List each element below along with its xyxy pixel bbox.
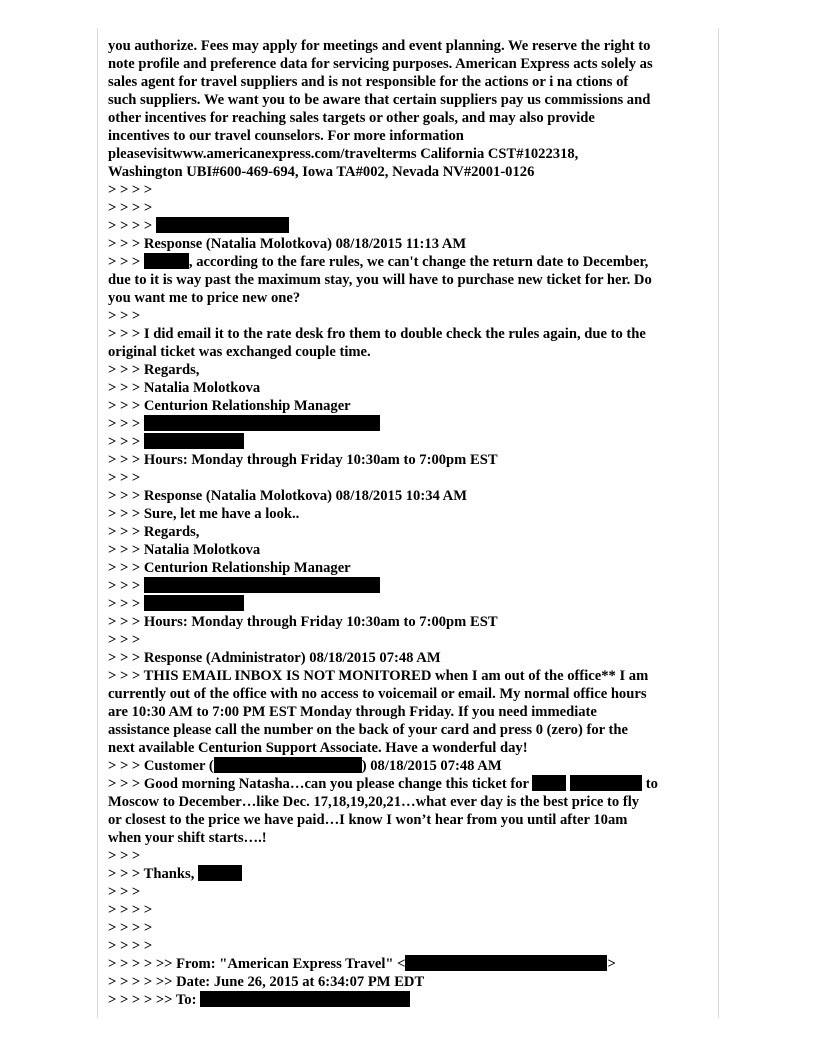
customer-header-date: ) 08/18/2015 07:48 AM	[361, 758, 502, 774]
customer-text: > > > Good morning Natasha…can you please change this ticket for	[108, 776, 533, 792]
redaction-block	[214, 757, 362, 773]
response-text: , according to the fare rules, we can't change the return date to December,	[188, 254, 649, 270]
redaction-block	[532, 775, 566, 791]
response-line: you want me to price new one?	[108, 290, 301, 306]
disclaimer-line: other incentives for reaching sales targets or other goals, and may also provide	[108, 110, 595, 126]
signature-regards: > > > Regards,	[108, 362, 200, 378]
redaction-block	[156, 217, 289, 233]
quote-marker-line: > > >	[108, 848, 141, 864]
disclaimer-line: sales agent for travel suppliers and is not responsible for the actions or i na ctions of	[108, 74, 629, 90]
redaction-block	[144, 415, 380, 431]
email-thread-body	[108, 37, 712, 1009]
quote-marker: > > >	[108, 416, 144, 432]
signature-redacted-line	[108, 433, 712, 451]
quote-marker-line	[108, 217, 712, 235]
redaction-block	[144, 433, 244, 449]
customer-header	[108, 757, 712, 775]
quote-marker-line: > > >	[108, 632, 141, 648]
quote-marker-line: > > > >	[108, 902, 153, 918]
quote-marker: > > > >	[108, 218, 156, 234]
customer-thanks-text: > > > Thanks,	[108, 866, 198, 882]
customer-thanks	[108, 865, 712, 883]
signature-name: > > > Natalia Molotkova	[108, 542, 261, 558]
response-header: > > > Response (Natalia Molotkova) 08/18/2015 10:34 AM	[108, 488, 467, 504]
forward-date-line: > > > > >> Date: June 26, 2015 at 6:34:07 PM EDT	[108, 974, 425, 990]
redaction-block	[570, 775, 642, 791]
customer-header-prefix: > > > Customer (	[108, 758, 214, 774]
redaction-block	[144, 253, 189, 269]
signature-redacted-line	[108, 415, 712, 433]
quote-marker-line: > > > >	[108, 200, 153, 216]
response-line: due to it is way past the maximum stay, you will have to purchase new ticket for her. Do	[108, 272, 652, 288]
response-line: > > > Sure, let me have a look..	[108, 506, 300, 522]
redaction-block	[200, 991, 410, 1007]
signature-title: > > > Centurion Relationship Manager	[108, 398, 351, 414]
disclaimer-line: pleasevisitwww.americanexpress.com/travelterms California CST#1022318,	[108, 146, 579, 162]
response-header: > > > Response (Natalia Molotkova) 08/18/2015 11:13 AM	[108, 236, 467, 252]
quote-marker-line: > > > >	[108, 920, 153, 936]
forward-from-label: > > > > >> From: "American Express Travel" <	[108, 956, 406, 972]
forward-to-line	[108, 991, 712, 1009]
signature-hours: > > > Hours: Monday through Friday 10:30am to 7:00pm EST	[108, 452, 498, 468]
response-line: assistance please call the number on the back of your card and press 0 (zero) for the	[108, 722, 628, 738]
quote-marker-line: > > >	[108, 308, 141, 324]
customer-line: Moscow to December…like Dec. 17,18,19,20,21…what ever day is the best price to fly	[108, 794, 640, 810]
response-header: > > > Response (Administrator) 08/18/2015 07:48 AM	[108, 650, 441, 666]
response-line	[108, 253, 712, 271]
quote-marker-line: > > >	[108, 884, 141, 900]
response-line: original ticket was exchanged couple time.	[108, 344, 371, 360]
signature-name: > > > Natalia Molotkova	[108, 380, 261, 396]
customer-line	[108, 775, 712, 793]
response-line: > > > I did email it to the rate desk fro them to double check the rules again, due to the	[108, 326, 646, 342]
page-border-right	[718, 28, 719, 1018]
disclaimer-line: you authorize. Fees may apply for meetings and event planning. We reserve the right to	[108, 38, 651, 54]
quote-marker-line: > > >	[108, 470, 141, 486]
quote-marker: > > >	[108, 596, 144, 612]
forward-from-close: >	[607, 956, 616, 972]
disclaimer-line: Washington UBI#600-469-694, Iowa TA#002, Nevada NV#2001-0126	[108, 164, 535, 180]
redaction-block	[198, 865, 242, 881]
disclaimer-line: note profile and preference data for servicing purposes. American Express acts solely as	[108, 56, 653, 72]
signature-hours: > > > Hours: Monday through Friday 10:30am to 7:00pm EST	[108, 614, 498, 630]
quote-marker: > > >	[108, 254, 144, 270]
quote-marker-line: > > > >	[108, 938, 153, 954]
forward-from-line	[108, 955, 712, 973]
disclaimer-line: such suppliers. We want you to be aware that certain suppliers pay us commissions and	[108, 92, 651, 108]
redaction-block	[144, 595, 244, 611]
quote-marker: > > >	[108, 434, 144, 450]
response-line: are 10:30 AM to 7:00 PM EST Monday through Friday. If you need immediate	[108, 704, 597, 720]
forward-to-label: > > > > >> To:	[108, 992, 201, 1008]
redaction-block	[144, 577, 380, 593]
signature-redacted-line	[108, 577, 712, 595]
response-line: > > > THIS EMAIL INBOX IS NOT MONITORED when I am out of the office** I am	[108, 668, 649, 684]
customer-text: to	[642, 776, 658, 792]
signature-redacted-line	[108, 595, 712, 613]
signature-title: > > > Centurion Relationship Manager	[108, 560, 351, 576]
page-border-left	[97, 28, 98, 1018]
response-line: next available Centurion Support Associate. Have a wonderful day!	[108, 740, 528, 756]
quote-marker-line: > > > >	[108, 182, 153, 198]
disclaimer-line: incentives to our travel counselors. For more information	[108, 128, 464, 144]
customer-line: or closest to the price we have paid…I know I won’t hear from you until after 10am	[108, 812, 628, 828]
response-line: currently out of the office with no access to voicemail or email. My normal office hours	[108, 686, 647, 702]
signature-regards: > > > Regards,	[108, 524, 200, 540]
redaction-block	[405, 955, 607, 971]
customer-line: when your shift starts….!	[108, 830, 267, 846]
quote-marker: > > >	[108, 578, 144, 594]
